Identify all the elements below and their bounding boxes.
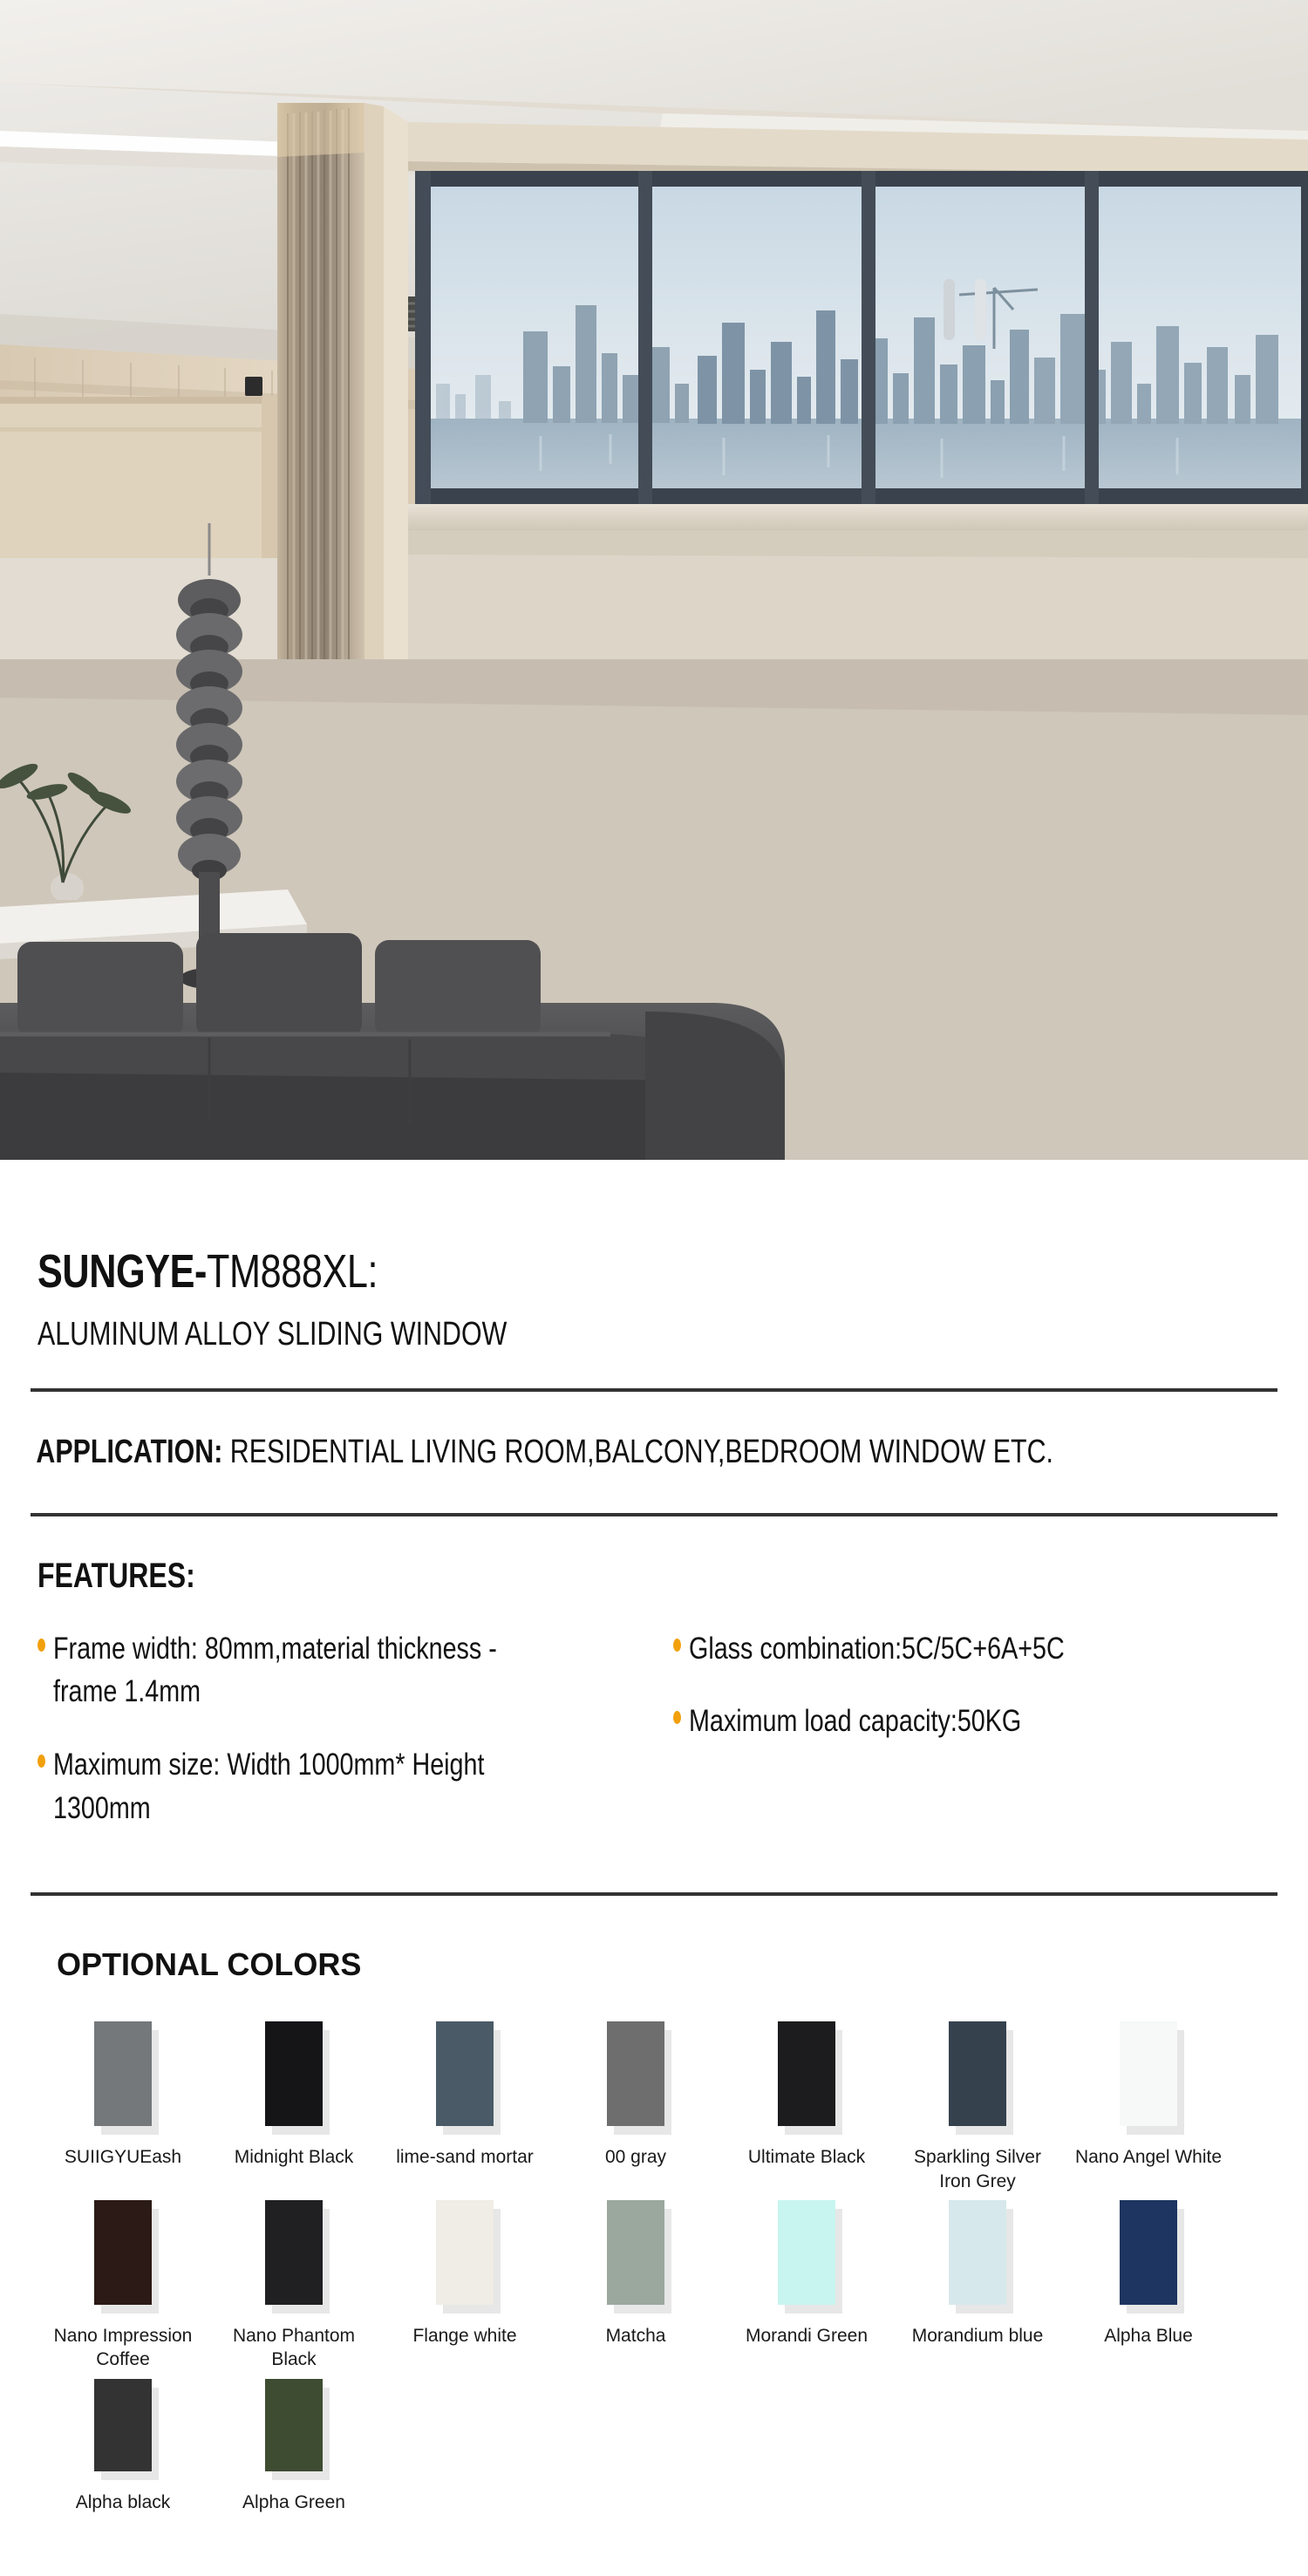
- swatch-label: Midnight Black: [234, 2147, 354, 2168]
- color-swatch[interactable]: [892, 2200, 1063, 2372]
- application-row: [31, 1392, 1053, 1513]
- swatch-color-chip[interactable]: [607, 2200, 664, 2305]
- swatch-chip-wrap: [265, 2021, 323, 2126]
- bullet-icon: [673, 1639, 681, 1652]
- swatch-chip-wrap: [94, 2379, 152, 2471]
- color-swatch[interactable]: [379, 2021, 550, 2193]
- swatch-color-chip[interactable]: [436, 2200, 494, 2305]
- brand-name: SUNGYE-: [37, 1245, 208, 1298]
- swatch-label: Nano Angel White: [1074, 2147, 1223, 2168]
- swatch-label: Nano Impression Coffee: [53, 2326, 193, 2370]
- model-code: TM888XL:: [207, 1245, 378, 1298]
- swatch-row: [37, 2379, 1277, 2514]
- bullet-icon: [673, 1711, 681, 1724]
- application-label: APPLICATION:: [36, 1433, 223, 1470]
- swatch-chip-wrap: [607, 2021, 664, 2126]
- swatch-color-chip[interactable]: [94, 2021, 152, 2126]
- swatch-chip-wrap: [949, 2200, 1006, 2305]
- color-swatch[interactable]: [550, 2200, 721, 2372]
- swatch-chip-wrap: [94, 2200, 152, 2305]
- swatch-chip-wrap: [265, 2379, 323, 2471]
- swatch-color-chip[interactable]: [265, 2021, 323, 2126]
- swatch-chip-wrap: [778, 2200, 835, 2305]
- swatch-color-chip[interactable]: [949, 2200, 1006, 2305]
- swatch-label: Alpha Blue: [1104, 2326, 1193, 2347]
- swatch-label: Nano Phantom Black: [232, 2326, 356, 2370]
- swatch-chip-wrap: [949, 2021, 1006, 2126]
- bullet-icon: [37, 1755, 45, 1768]
- product-details: [0, 1160, 1308, 2514]
- color-swatch[interactable]: [208, 2200, 379, 2372]
- swatch-label: Ultimate Black: [747, 2147, 866, 2168]
- swatch-rows: [37, 2021, 1277, 2513]
- swatch-color-chip[interactable]: [778, 2200, 835, 2305]
- swatch-color-chip[interactable]: [949, 2021, 1006, 2126]
- hero-photo: [0, 0, 1308, 1160]
- page-title: [37, 1247, 1030, 1297]
- swatch-chip-wrap: [265, 2200, 323, 2305]
- swatch-color-chip[interactable]: [778, 2021, 835, 2126]
- swatch-label: 00 gray: [604, 2147, 667, 2168]
- swatch-chip-wrap: [1120, 2200, 1177, 2305]
- swatch-chip-wrap: [436, 2200, 494, 2305]
- swatch-chip-wrap: [94, 2021, 152, 2126]
- color-swatch[interactable]: [1063, 2021, 1234, 2193]
- swatch-color-chip[interactable]: [265, 2200, 323, 2305]
- swatch-label: lime-sand mortar: [396, 2147, 534, 2168]
- swatch-label: Alpha Green: [242, 2491, 345, 2512]
- feature-item: [37, 1743, 657, 1830]
- swatch-chip-wrap: [778, 2021, 835, 2126]
- color-swatch[interactable]: [37, 2200, 208, 2372]
- bullet-icon: [37, 1639, 45, 1652]
- product-subtitle: ALUMINUM ALLOY SLIDING WINDOW: [37, 1315, 508, 1353]
- application-value: RESIDENTIAL LIVING ROOM,BALCONY,BEDROOM WINDOW ETC.: [222, 1433, 1053, 1470]
- features-column-right: [657, 1627, 1277, 1860]
- swatch-label: Flange white: [412, 2326, 517, 2347]
- feature-text: Frame width: 80mm,material thickness - frame 1.4mm: [53, 1631, 497, 1709]
- swatch-row: [37, 2021, 1277, 2193]
- swatch-label: Morandium blue: [911, 2326, 1044, 2347]
- feature-text: Glass combination:5C/5C+6A+5C: [689, 1631, 1065, 1666]
- swatch-chip-wrap: [436, 2021, 494, 2126]
- swatch-label: Alpha black: [75, 2491, 171, 2512]
- swatch-label: Sparkling Silver Iron Grey: [914, 2147, 1041, 2191]
- color-swatch[interactable]: [379, 2200, 550, 2372]
- features-column-left: [37, 1627, 657, 1860]
- swatch-chip-wrap: [607, 2200, 664, 2305]
- color-swatch[interactable]: [550, 2021, 721, 2193]
- color-swatch[interactable]: [208, 2021, 379, 2193]
- features-grid: [37, 1627, 1277, 1860]
- swatch-color-chip[interactable]: [94, 2379, 152, 2471]
- feature-text: Maximum load capacity:50KG: [689, 1704, 1022, 1739]
- features-heading: FEATURES:: [37, 1556, 195, 1595]
- color-swatch[interactable]: [37, 2379, 208, 2514]
- feature-item: [673, 1700, 1277, 1743]
- swatch-row: [37, 2200, 1277, 2372]
- hero-image: [0, 0, 1308, 1160]
- color-swatch[interactable]: [37, 2021, 208, 2193]
- feature-item: [37, 1627, 657, 1714]
- swatch-color-chip[interactable]: [265, 2379, 323, 2471]
- features-block: [31, 1516, 1277, 1886]
- optional-colors-section: [31, 1896, 1277, 2513]
- swatch-label: Matcha: [605, 2326, 666, 2347]
- colors-heading: OPTIONAL COLORS: [57, 1946, 362, 1983]
- swatch-color-chip[interactable]: [94, 2200, 152, 2305]
- color-swatch[interactable]: [892, 2021, 1063, 2193]
- color-swatch[interactable]: [208, 2379, 379, 2514]
- title-block: [31, 1160, 1277, 1353]
- swatch-label: SUIIGYUEash: [64, 2147, 182, 2168]
- color-swatch[interactable]: [1063, 2200, 1234, 2372]
- swatch-color-chip[interactable]: [607, 2021, 664, 2126]
- swatch-color-chip[interactable]: [1120, 2021, 1177, 2126]
- feature-item: [673, 1627, 1277, 1671]
- swatch-color-chip[interactable]: [436, 2021, 494, 2126]
- swatch-label: Morandi Green: [745, 2326, 869, 2347]
- color-swatch[interactable]: [721, 2021, 892, 2193]
- color-swatch[interactable]: [721, 2200, 892, 2372]
- swatch-chip-wrap: [1120, 2021, 1177, 2126]
- feature-text: Maximum size: Width 1000mm* Height 1300mm: [53, 1748, 485, 1825]
- swatch-color-chip[interactable]: [1120, 2200, 1177, 2305]
